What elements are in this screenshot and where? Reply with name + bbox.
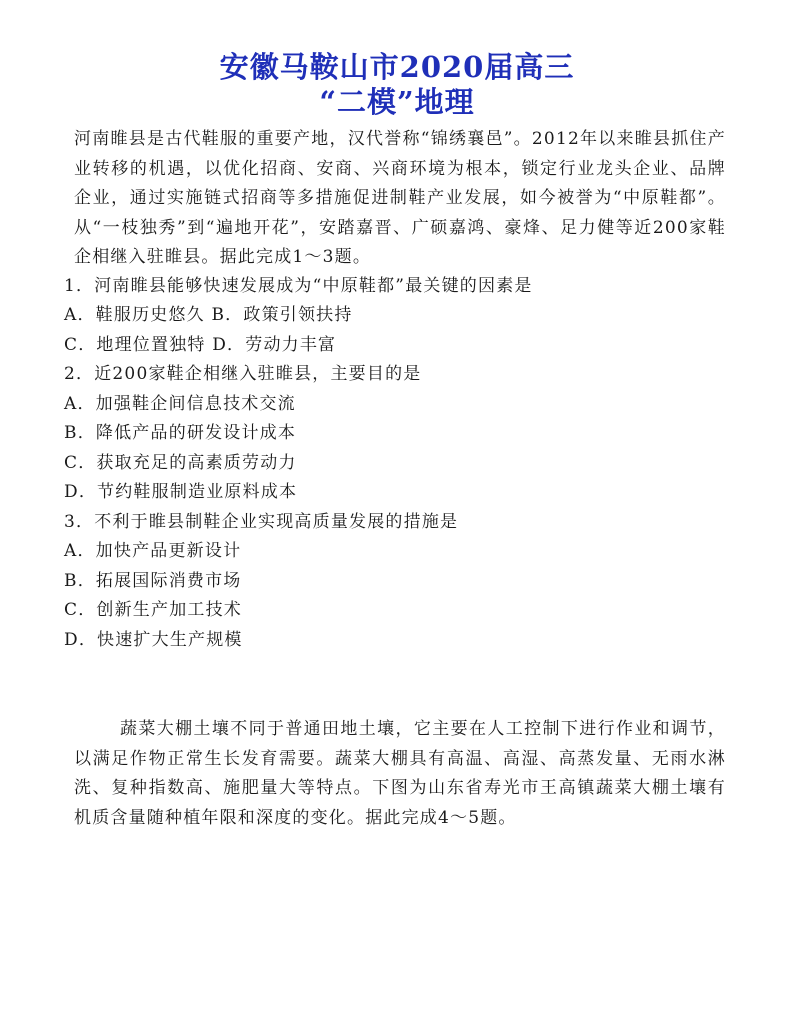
question-3-option: B．拓展国际消费市场 [64, 571, 242, 591]
document-title-line2: “二模”地理 [319, 85, 475, 119]
document-title-line1: 安徽马鞍山市2020届高三 [219, 50, 575, 84]
question-1-stem: 1．河南睢县能够快速发展成为“中原鞋都”最关键的因素是 [64, 276, 533, 296]
question-2-option: A．加强鞋企间信息技术交流 [64, 394, 296, 414]
passage-2: 蔬菜大棚土壤不同于普通田地土壤，它主要在人工控制下进行作业和调节，以满足作物正常生长发育需要。蔬菜大棚具有高温、高湿、高蒸发量、无雨水淋洗、复种指数高、施肥量大等特点。下图为山东省寿光市王高镇蔬菜大棚土壤有机质含量随种植年限和深度的变化。据此完成4～5题。 [74, 719, 726, 828]
question-2-stem: 2．近200家鞋企相继入驻睢县，主要目的是 [64, 364, 422, 384]
question-2-option: B．降低产品的研发设计成本 [64, 423, 297, 443]
passage-1: 河南睢县是古代鞋服的重要产地，汉代誉称“锦绣襄邑”。2012年以来睢县抓住产业转移的机遇，以优化招商、安商、兴商环境为根本，锁定行业龙头企业、品牌企业，通过实施链式招商等多措施促进制鞋产业发展，如今被誉为“中原鞋都”。从“一枝独秀”到“遍地开花”，安踏嘉晋、广硕嘉鸿、豪烽、足力健等近200家鞋企相继入驻睢县。据此完成1～3题。 [74, 129, 726, 267]
question-1-option-line: C．地理位置独特 D．劳动力丰富 [64, 335, 337, 355]
question-3-option: C．创新生产加工技术 [64, 600, 243, 620]
question-3-option: A．加快产品更新设计 [64, 541, 242, 561]
question-3-option: D．快速扩大生产规模 [64, 630, 243, 650]
question-2-option: D．节约鞋服制造业原料成本 [64, 482, 298, 502]
question-1-option-line: A．鞋服历史悠久 B．政策引领扶持 [64, 305, 353, 325]
question-3-stem: 3．不利于睢县制鞋企业实现高质量发展的措施是 [64, 512, 459, 532]
question-2-option: C．获取充足的高素质劳动力 [64, 453, 297, 473]
